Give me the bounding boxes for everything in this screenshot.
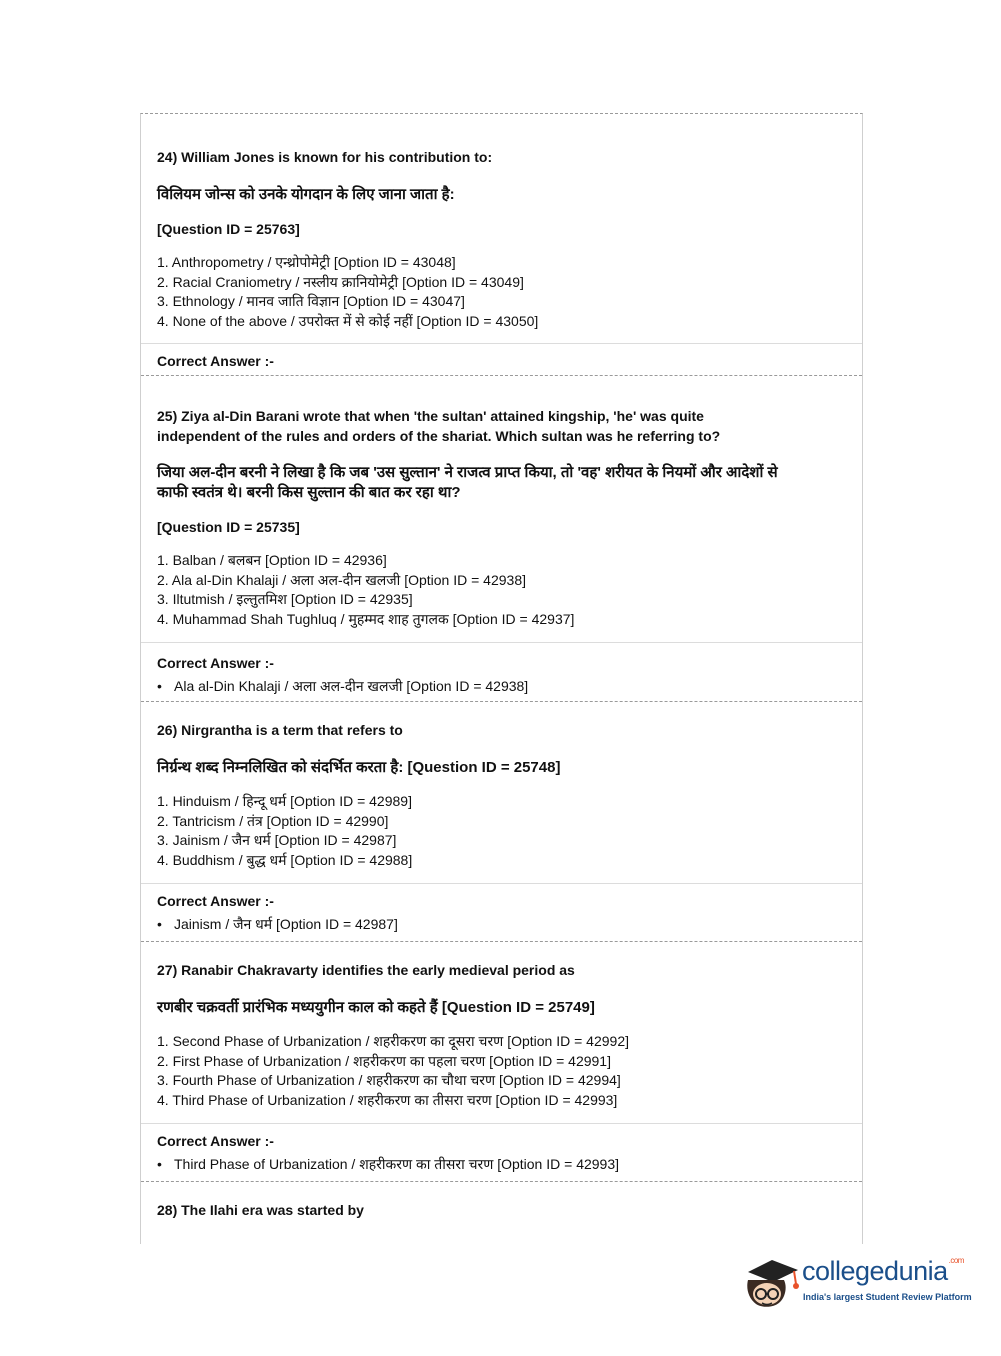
question-hindi: निर्ग्रन्थ शब्द निम्नलिखित को संदर्भित करता है: [Question ID = 25748] <box>157 759 561 776</box>
logo-tagline: India's largest Student Review Platform <box>803 1292 972 1302</box>
question-24 <box>141 114 862 376</box>
question-hindi-line-2: काफी स्वतंत्र थे। बरनी किस सुल्तान की बात कर रहा था? <box>157 484 461 501</box>
option-2: 2. Racial Craniometry / नस्लीय क्रानियोमेट्री [Option ID = 43049] <box>157 273 524 290</box>
correct-answer-section <box>141 343 862 371</box>
question-hindi-line-1: जिया अल-दीन बरनी ने लिखा है कि जब 'उस सुल्तान' ने राजत्व प्राप्त किया, तो 'वह' शरीयत के नियमों और आदेशों से <box>157 464 778 481</box>
question-27 <box>141 942 862 1182</box>
option-3: 3. Fourth Phase of Urbanization / शहरीकरण का चौथा चरण [Option ID = 42994] <box>157 1072 621 1089</box>
option-1: 1. Hinduism / हिन्दू धर्म [Option ID = 42989] <box>157 793 412 809</box>
correct-answer-section <box>141 883 862 934</box>
question-paper <box>140 113 863 1244</box>
question-title: 24) William Jones is known for his contribution to: <box>157 149 493 165</box>
question-title-line-2: independent of the rules and orders of the shariat. Which sultan was he referring to? <box>157 428 721 444</box>
correct-answer-label: Correct Answer :- <box>157 353 274 369</box>
question-id: [Question ID = 25735] <box>157 519 300 535</box>
option-4: 4. Third Phase of Urbanization / शहरीकरण का तीसरा चरण [Option ID = 42993] <box>157 1091 618 1108</box>
correct-answer-label: Correct Answer :- <box>157 893 274 909</box>
question-26 <box>141 702 862 942</box>
option-3: 3. Iltutmish / इल्तुतमिश [Option ID = 42935] <box>157 591 413 608</box>
option-4: 4. None of the above / उपरोक्त में से कोई नहीं [Option ID = 43050] <box>157 312 539 329</box>
option-3: 3. Ethnology / मानव जाति विज्ञान [Option ID = 43047] <box>157 293 465 310</box>
question-title: 26) Nirgrantha is a term that refers to <box>157 722 403 738</box>
correct-answer-section <box>141 642 862 696</box>
option-4: 4. Muhammad Shah Tughluq / मुहम्मद शाह तुगलक [Option ID = 42937] <box>157 610 575 627</box>
correct-answer-value: • Third Phase of Urbanization / शहरीकरण का तीसरा चरण [Option ID = 42993] <box>157 1154 846 1174</box>
question-title-line-1: 25) Ziya al-Din Barani wrote that when 'the sultan' attained kingship, 'he' was quite <box>157 408 704 424</box>
option-1: 1. Balban / बलबन [Option ID = 42936] <box>157 552 387 568</box>
question-hindi: रणबीर चक्रवर्ती प्रारंभिक मध्ययुगीन काल को कहते हैं [Question ID = 25749] <box>157 999 595 1016</box>
question-id: [Question ID = 25763] <box>157 221 300 237</box>
question-25 <box>141 376 862 702</box>
correct-answer-value: • Ala al-Din Khalaji / अला अल-दीन खलजी [Option ID = 42938] <box>157 676 846 696</box>
student-mascot-icon <box>742 1250 800 1314</box>
question-title: 27) Ranabir Chakravarty identifies the early medieval period as <box>157 962 575 978</box>
correct-answer-section <box>141 1123 862 1174</box>
correct-answer-label: Correct Answer :- <box>157 1133 274 1149</box>
correct-answer-label: Correct Answer :- <box>157 655 274 671</box>
option-4: 4. Buddhism / बुद्ध धर्म [Option ID = 42988] <box>157 851 413 868</box>
question-28 <box>141 1182 862 1242</box>
option-2: 2. First Phase of Urbanization / शहरीकरण का पहला चरण [Option ID = 42991] <box>157 1052 611 1069</box>
option-1: 1. Anthropometry / एन्थ्रोपोमेट्री [Option ID = 43048] <box>157 254 456 270</box>
option-2: 2. Ala al-Din Khalaji / अला अल-दीन खलजी [Option ID = 42938] <box>157 571 526 588</box>
question-title: 28) The Ilahi era was started by <box>157 1202 364 1218</box>
question-hindi: विलियम जोन्स को उनके योगदान के लिए जाना जाता है: <box>157 186 455 203</box>
option-1: 1. Second Phase of Urbanization / शहरीकरण का दूसरा चरण [Option ID = 42992] <box>157 1033 629 1049</box>
logo-wordmark: collegedunia$^{.com}$ <box>802 1256 964 1286</box>
option-2: 2. Tantricism / तंत्र [Option ID = 42990] <box>157 812 389 829</box>
option-3: 3. Jainism / जैन धर्म [Option ID = 42987] <box>157 832 397 849</box>
correct-answer-value: • Jainism / जैन धर्म [Option ID = 42987] <box>157 914 846 934</box>
collegedunia-logo <box>742 1250 972 1314</box>
